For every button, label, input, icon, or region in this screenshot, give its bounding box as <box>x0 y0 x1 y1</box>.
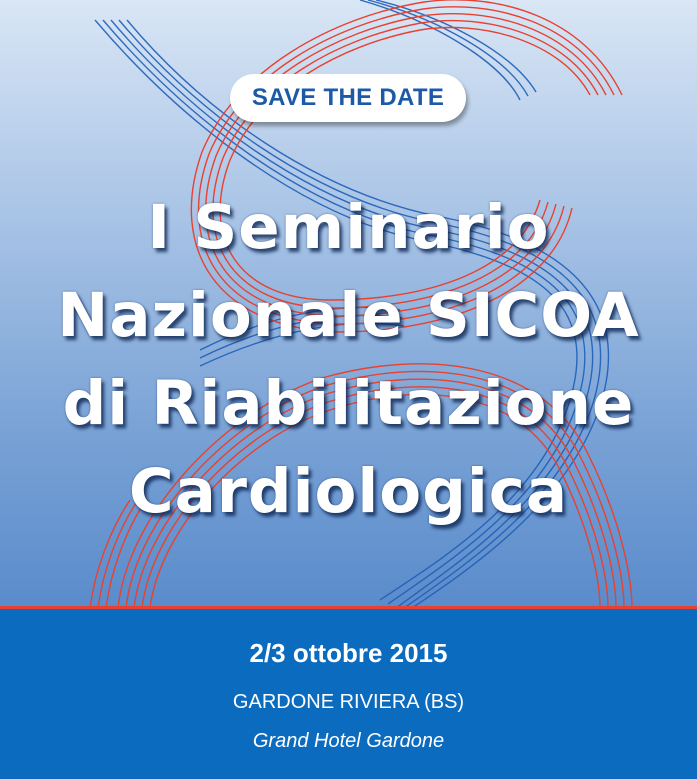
event-location: GARDONE RIVIERA (BS) <box>232 691 465 713</box>
title-line-4: Cardiologica <box>128 456 569 527</box>
save-the-date-label: SAVE THE DATE <box>251 84 445 111</box>
title-line-3: di Riabilitazione <box>62 368 635 439</box>
event-date: 2/3 ottobre 2015 <box>249 638 448 668</box>
seminar-title <box>20 184 677 536</box>
title-line-2: Nazionale SICOA <box>57 280 640 351</box>
title-line-1: I Seminario <box>147 192 550 263</box>
save-the-date-badge <box>230 74 466 122</box>
event-venue: Grand Hotel Gardone <box>252 730 445 752</box>
